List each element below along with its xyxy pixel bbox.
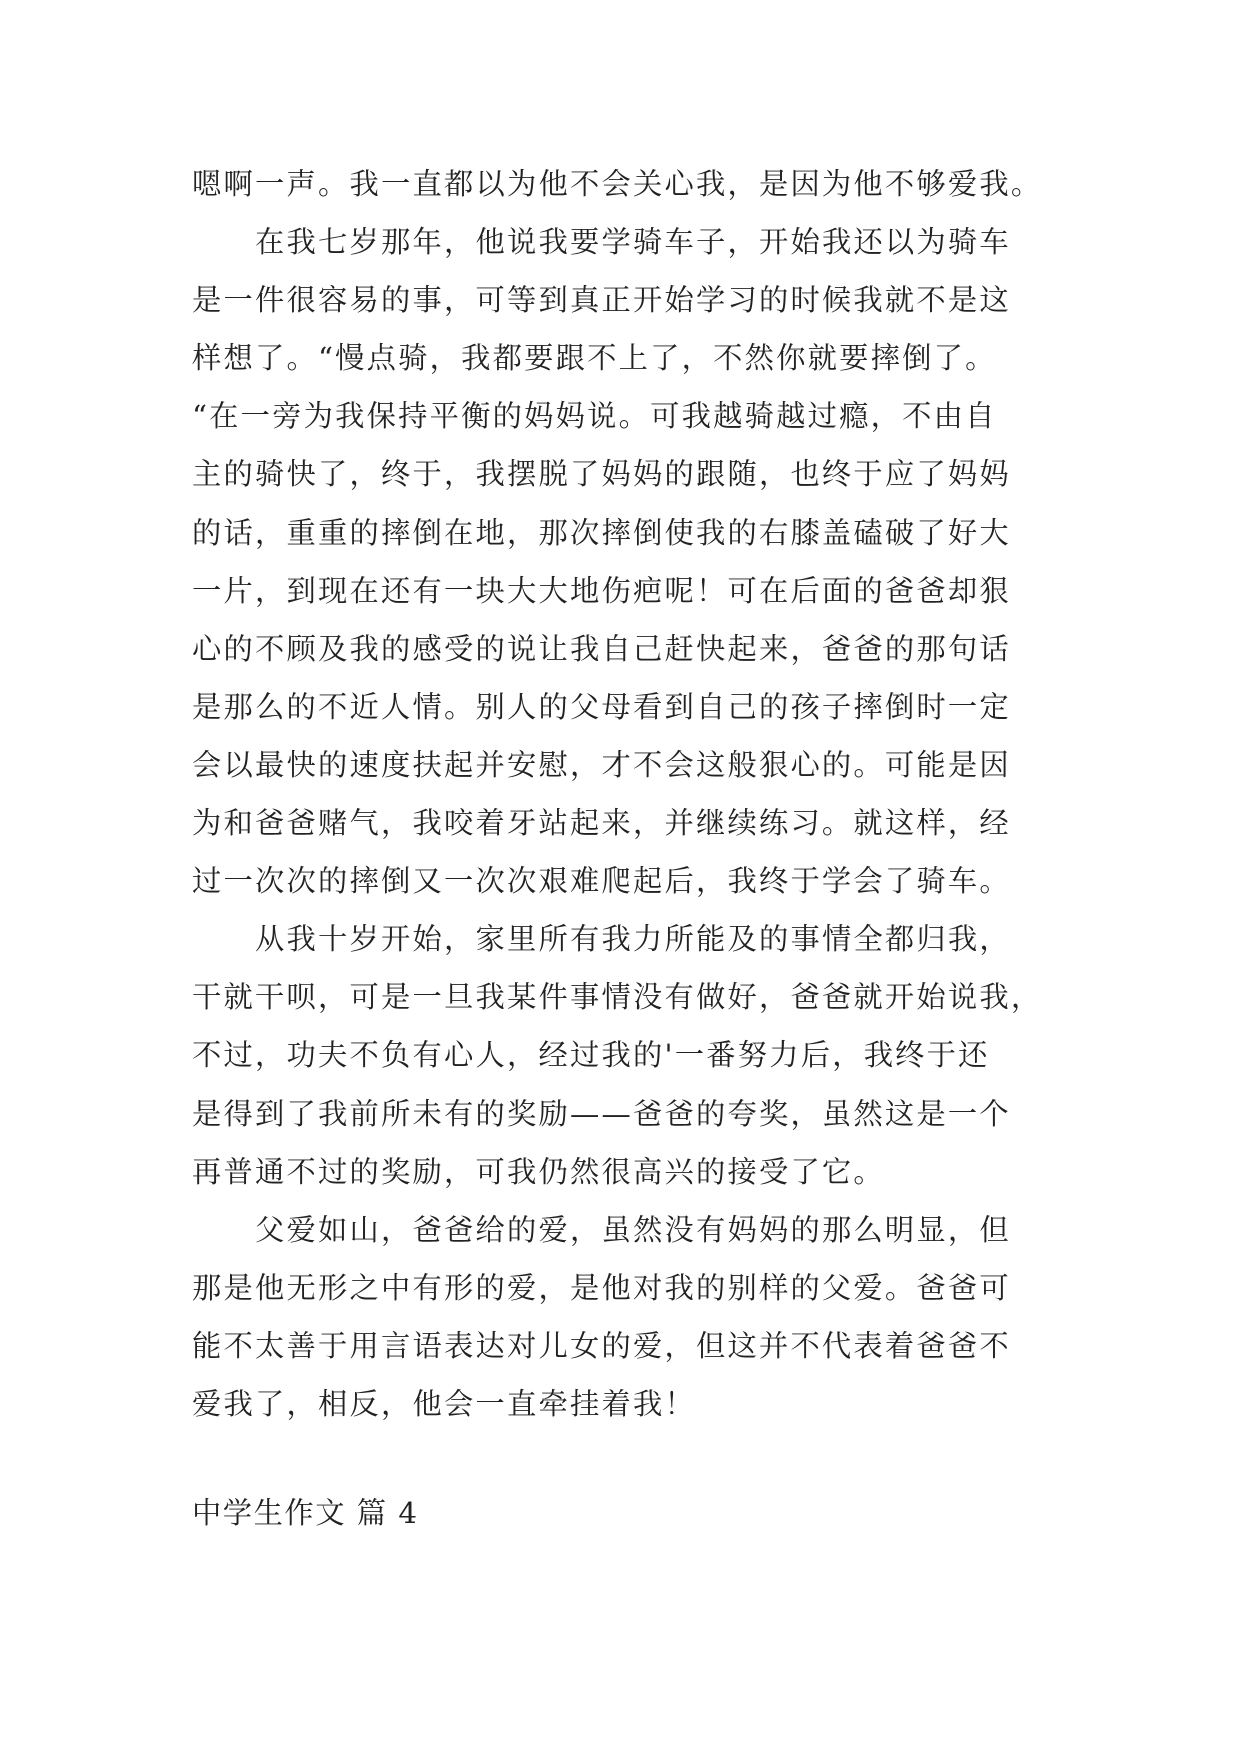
paragraph-3-line-2: 干就干呗，可是一旦我某件事情没有做好，爸爸就开始说我， — [192, 980, 1043, 1015]
paragraph-2-line-4: “在一旁为我保持平衡的妈妈说。可我越骑越过瘾，不由自 — [192, 399, 997, 434]
essay-body — [192, 155, 1062, 1433]
section-heading: 中学生作文 篇 4 — [192, 1496, 419, 1530]
paragraph-2-line-11: 为和爸爸赌气，我咬着牙站起来，并继续练习。就这样，经 — [192, 806, 1011, 841]
paragraph-2-line-7: 一片，到现在还有一块大大地伤疤呢！可在后面的爸爸却狠 — [192, 573, 1011, 608]
paragraph-2-line-12: 过一次次的摔倒又一次次艰难爬起后，我终于学会了骑车。 — [192, 864, 1011, 899]
paragraph-2-line-8: 心的不顾及我的感受的说让我自己赶快起来，爸爸的那句话 — [192, 631, 1011, 666]
paragraph-2-line-3: 样想了。“慢点骑，我都要跟不上了，不然你就要摔倒了。 — [192, 341, 997, 376]
paragraph-3-line-5: 再普通不过的奖励，可我仍然很高兴的接受了它。 — [192, 1154, 885, 1189]
paragraph-3-line-3: 不过，功夫不负有心人，经过我的'一番努力后，我终于还 — [192, 1038, 990, 1073]
paragraph-1-line-1: 嗯啊一声。我一直都以为他不会关心我，是因为他不够爱我。 — [192, 167, 1043, 201]
paragraph-3-line-1: 从我十岁开始，家里所有我力所能及的事情全都归我， — [255, 922, 1011, 957]
paragraph-2-line-2: 是一件很容易的事，可等到真正开始学习的时候我就不是这 — [192, 283, 1011, 318]
paragraph-2-line-9: 是那么的不近人情。别人的父母看到自己的孩子摔倒时一定 — [192, 689, 1011, 724]
paragraph-2-line-1: 在我七岁那年，他说我要学骑车子，开始我还以为骑车 — [255, 225, 1011, 260]
paragraph-3-line-4: 是得到了我前所未有的奖励——爸爸的夸奖，虽然这是一个 — [192, 1096, 1011, 1131]
paragraph-2-line-5: 主的骑快了，终于，我摆脱了妈妈的跟随，也终于应了妈妈 — [192, 457, 1011, 492]
paragraph-4-line-2: 那是他无形之中有形的爱，是他对我的别样的父爱。爸爸可 — [192, 1270, 1011, 1305]
paragraph-2-line-6: 的话，重重的摔倒在地，那次摔倒使我的右膝盖磕破了好大 — [192, 515, 1011, 550]
paragraph-4-line-1: 父爱如山，爸爸给的爱，虽然没有妈妈的那么明显，但 — [255, 1212, 1011, 1247]
paragraph-4-line-4: 爱我了，相反，他会一直牵挂着我！ — [192, 1386, 696, 1421]
paragraph-4-line-3: 能不太善于用言语表达对儿女的爱，但这并不代表着爸爸不 — [192, 1328, 1011, 1363]
paragraph-2-line-10: 会以最快的速度扶起并安慰，才不会这般狠心的。可能是因 — [192, 747, 1011, 782]
